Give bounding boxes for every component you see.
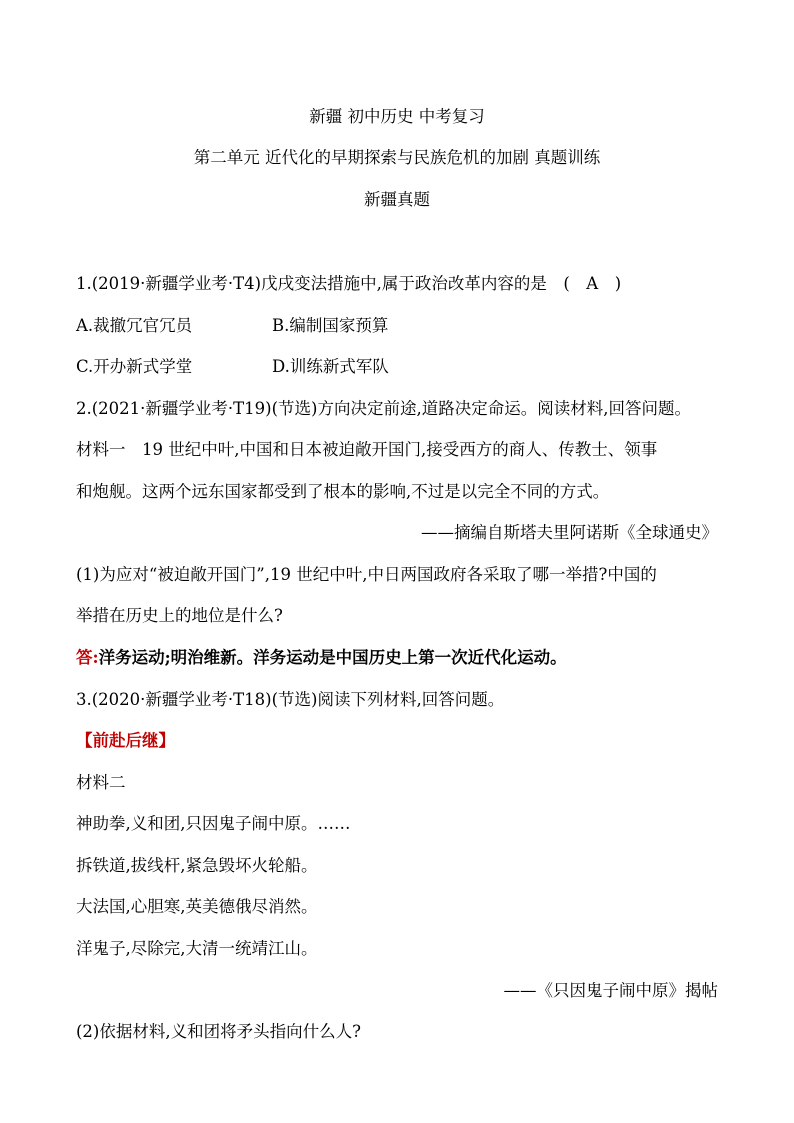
q3-stem: 3.(2020·新疆学业考·T18)(节选)阅读下列材料,回答问题。 (76, 690, 505, 709)
q1-option-b: B.编制国家预算 (272, 316, 389, 335)
q2-sub1-line2: 举措在历史上的地位是什么? (76, 606, 283, 625)
q2-source: ——摘编自斯塔夫里阿诺斯《全球通史》 (421, 523, 718, 542)
answer-text: 洋务运动;明治维新。洋务运动是中国历史上第一次近代化运动。 (98, 648, 567, 667)
q3-material-title: 材料二 (76, 773, 126, 792)
q2-material-line2: 和炮舰。这两个远东国家都受到了根本的影响,不过是以完全不同的方式。 (76, 482, 610, 501)
q1-option-c: C.开办新式学堂 (76, 357, 193, 376)
q3-tag: 【前赴后继】 (76, 731, 175, 750)
answer-label: 答: (76, 648, 99, 667)
q1-stem: 1.(2019·新疆学业考·T4)戊戌变法措施中,属于政治改革内容的是 ( A ) (76, 274, 622, 293)
q3-source: ——《只因鬼子闹中原》揭帖 (503, 981, 718, 1000)
q1-options-row1 (76, 315, 716, 337)
doc-title-line3: 新疆真题 (364, 190, 430, 209)
q1-options-row2 (76, 356, 716, 378)
q3-poem-line3: 大法国,心胆寒,英美德俄尽消然。 (76, 897, 318, 916)
q3-sub2: (2)依据材料,义和团将矛头指向什么人? (76, 1022, 361, 1041)
doc-title-line1: 新疆 初中历史 中考复习 (309, 107, 485, 126)
q1-option-a: A.裁撤冗官冗员 (76, 316, 193, 335)
q1-option-d: D.训练新式军队 (272, 357, 389, 376)
q2-stem: 2.(2021·新疆学业考·T19)(节选)方向决定前途,道路决定命运。阅读材料,回答问题。 (76, 399, 691, 418)
q3-poem-line4: 洋鬼子,尽除完,大清一统靖江山。 (76, 939, 318, 958)
q3-poem-line1: 神助拳,义和团,只因鬼子闹中原。…… (76, 814, 351, 833)
q2-material-line1: 材料一 19 世纪中叶,中国和日本被迫敞开国门,接受西方的商人、传教士、领事 (76, 440, 658, 459)
q2-answer (76, 647, 567, 669)
doc-title-line2: 第二单元 近代化的早期探索与民族危机的加剧 真题训练 (193, 148, 601, 167)
q2-sub1-line1: (1)为应对“被迫敞开国门”,19 世纪中叶,中日两国政府各采取了哪一举措?中国的 (76, 565, 657, 584)
q3-poem-line2: 拆铁道,拔线杆,紧急毁坏火轮船。 (76, 856, 318, 875)
